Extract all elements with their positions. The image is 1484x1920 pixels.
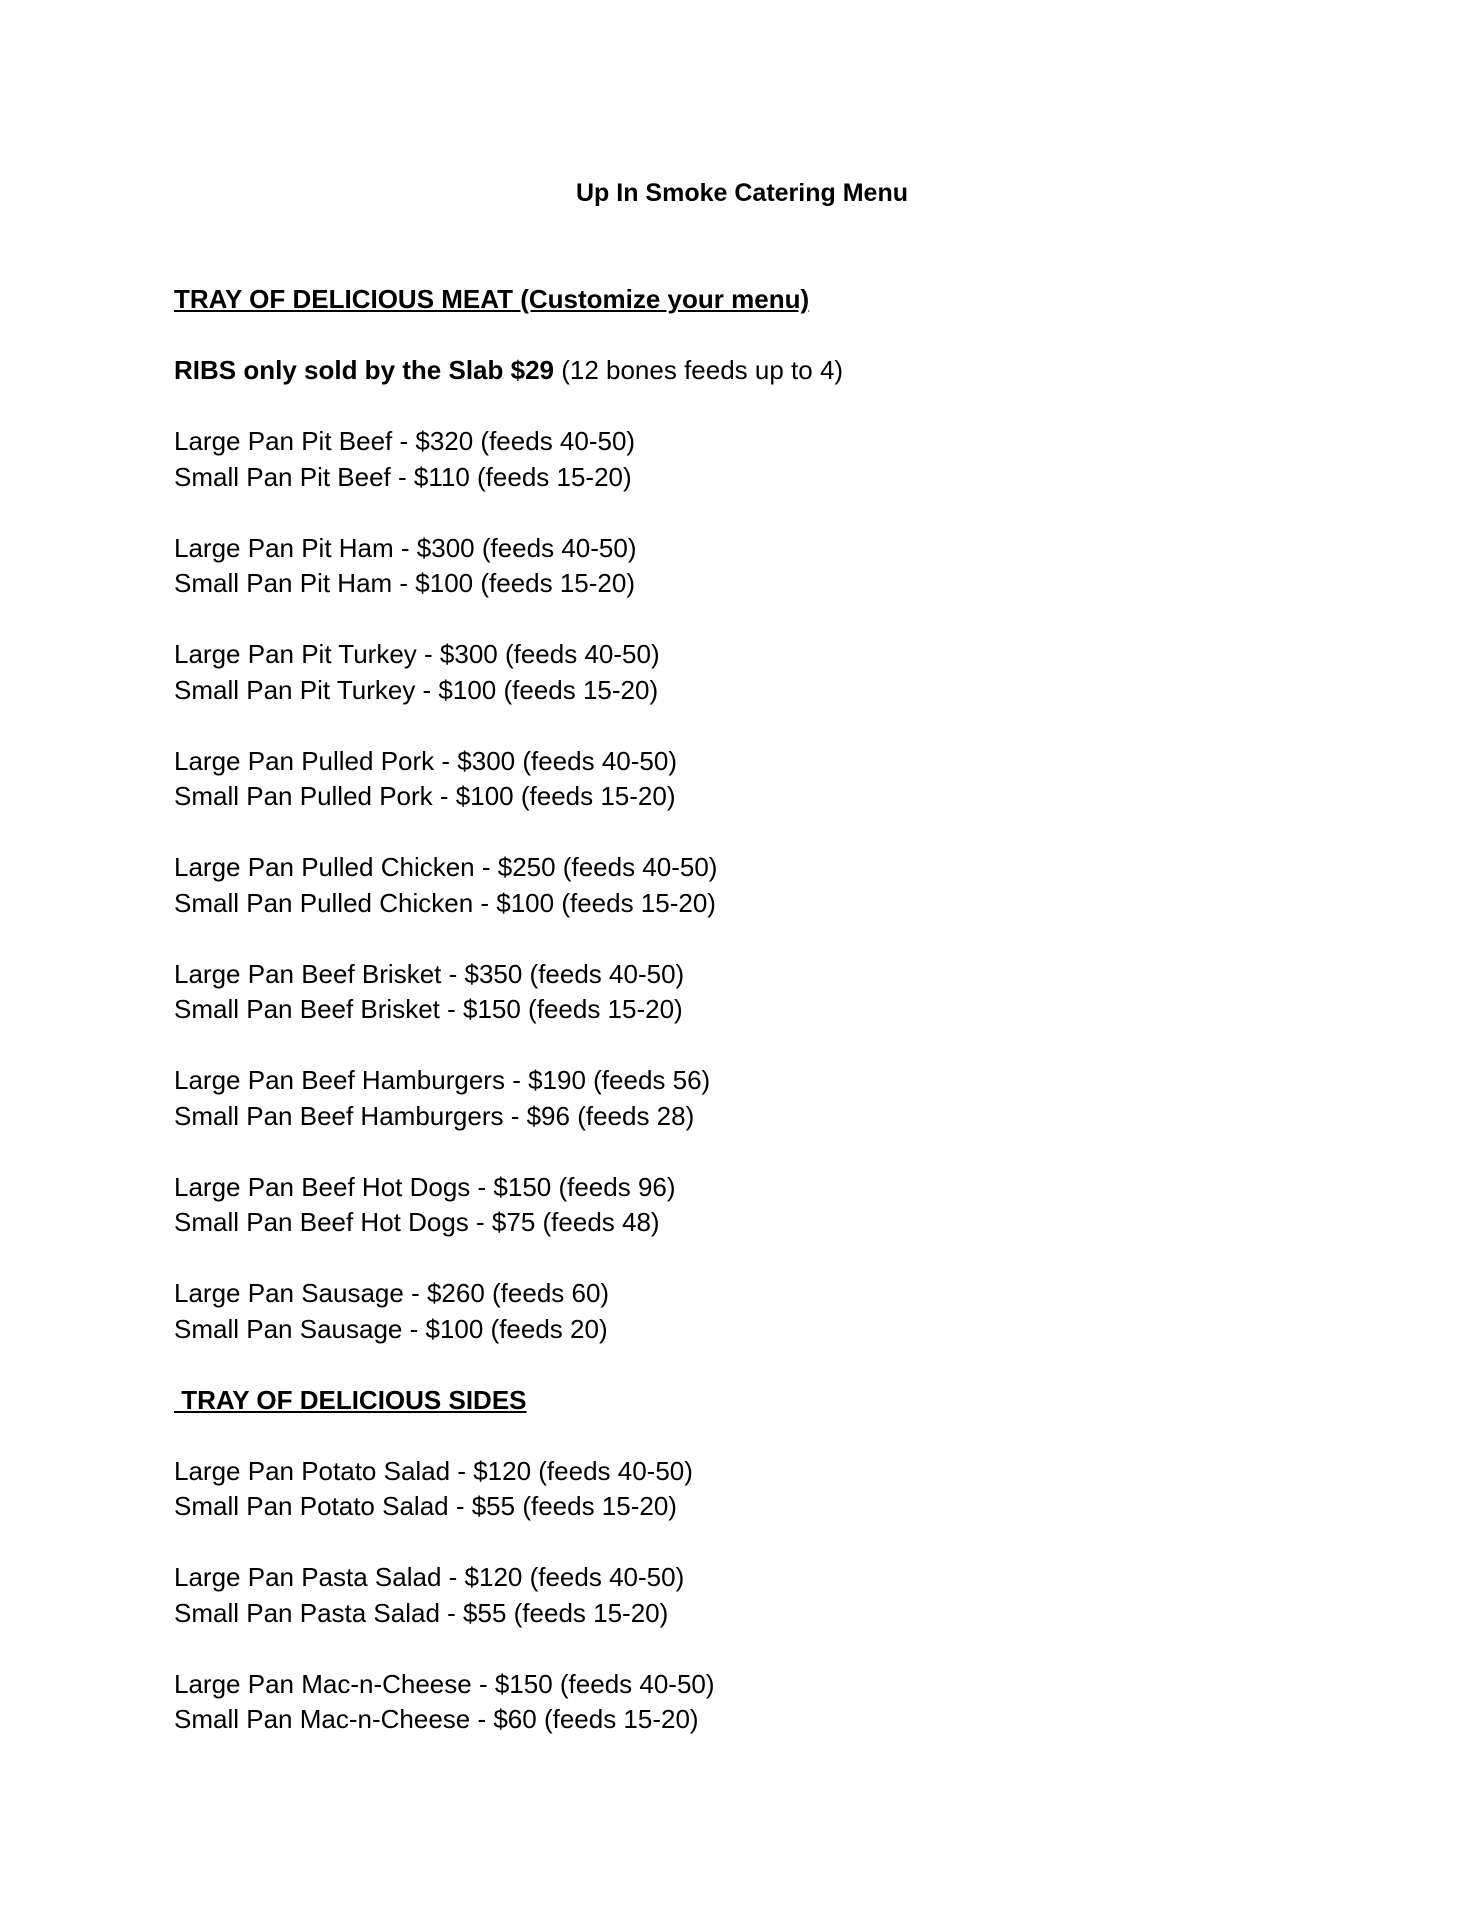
menu-content (174, 282, 1374, 1738)
menu-item-group-sausage (174, 1276, 1374, 1347)
ribs-note: (12 bones feeds up to 4) (553, 355, 844, 385)
ribs-line (174, 353, 1374, 389)
menu-item-group-pit-ham (174, 531, 1374, 602)
menu-item-group-pasta-salad (174, 1560, 1374, 1631)
menu-item: Large Pan Pasta Salad - $120 (feeds 40-50) (174, 1562, 685, 1592)
menu-item: Large Pan Sausage - $260 (feeds 60) (174, 1278, 610, 1308)
menu-item-group-pulled-chicken (174, 850, 1374, 921)
menu-item: Large Pan Pulled Pork - $300 (feeds 40-50) (174, 745, 677, 776)
menu-item: Small Pan Pit Beef - $110 (feeds 15-20) (174, 461, 632, 492)
menu-item: Small Pan Pit Ham - $100 (feeds 15-20) (174, 568, 635, 598)
meat-section-heading: TRAY OF DELICIOUS MEAT (Customize your menu) (174, 284, 810, 314)
menu-item: Small Pan Beef Brisket - $150 (feeds 15-20) (174, 994, 683, 1024)
menu-item: Large Pan Beef Hamburgers - $190 (feeds 56) (174, 1065, 711, 1095)
menu-item-group-pit-beef (174, 424, 1374, 495)
menu-item: Large Pan Pit Ham - $300 (feeds 40-50) (174, 532, 637, 563)
menu-item: Small Pan Mac-n-Cheese - $60 (feeds 15-20) (174, 1704, 699, 1734)
menu-item: Small Pan Potato Salad - $55 (feeds 15-20) (174, 1491, 677, 1521)
menu-item: Small Pan Pasta Salad - $55 (feeds 15-20) (174, 1597, 669, 1628)
menu-item: Small Pan Beef Hamburgers - $96 (feeds 28) (174, 1100, 695, 1131)
menu-item: Large Pan Pit Beef - $320 (feeds 40-50) (174, 426, 636, 456)
ribs-label: RIBS only sold by the Slab $29 (174, 355, 554, 385)
menu-item: Small Pan Sausage - $100 (feeds 20) (174, 1313, 608, 1344)
menu-item: Small Pan Pulled Chicken - $100 (feeds 15-20) (174, 887, 716, 918)
menu-item: Small Pan Beef Hot Dogs - $75 (feeds 48) (174, 1207, 660, 1237)
menu-item-group-potato-salad (174, 1454, 1374, 1525)
menu-item-group-beef-hot-dogs (174, 1170, 1374, 1241)
menu-item-group-pulled-pork (174, 744, 1374, 815)
menu-item: Large Pan Pit Turkey - $300 (feeds 40-50) (174, 639, 660, 669)
sides-section-heading: TRAY OF DELICIOUS SIDES (174, 1384, 527, 1415)
menu-item: Large Pan Potato Salad - $120 (feeds 40-50) (174, 1455, 693, 1486)
menu-item-group-beef-brisket (174, 957, 1374, 1028)
menu-item: Large Pan Beef Brisket - $350 (feeds 40-50) (174, 958, 685, 989)
menu-item-group-mac-n-cheese (174, 1667, 1374, 1738)
menu-item: Large Pan Mac-n-Cheese - $150 (feeds 40-50) (174, 1668, 715, 1699)
menu-item: Large Pan Pulled Chicken - $250 (feeds 40-50) (174, 852, 718, 882)
menu-item-group-pit-turkey (174, 637, 1374, 708)
menu-item: Small Pan Pit Turkey - $100 (feeds 15-20) (174, 674, 659, 705)
page-title: Up In Smoke Catering Menu (576, 179, 908, 207)
menu-item: Small Pan Pulled Pork - $100 (feeds 15-20) (174, 781, 676, 811)
menu-item: Large Pan Beef Hot Dogs - $150 (feeds 96) (174, 1171, 676, 1202)
menu-item-group-beef-hamburgers (174, 1063, 1374, 1134)
